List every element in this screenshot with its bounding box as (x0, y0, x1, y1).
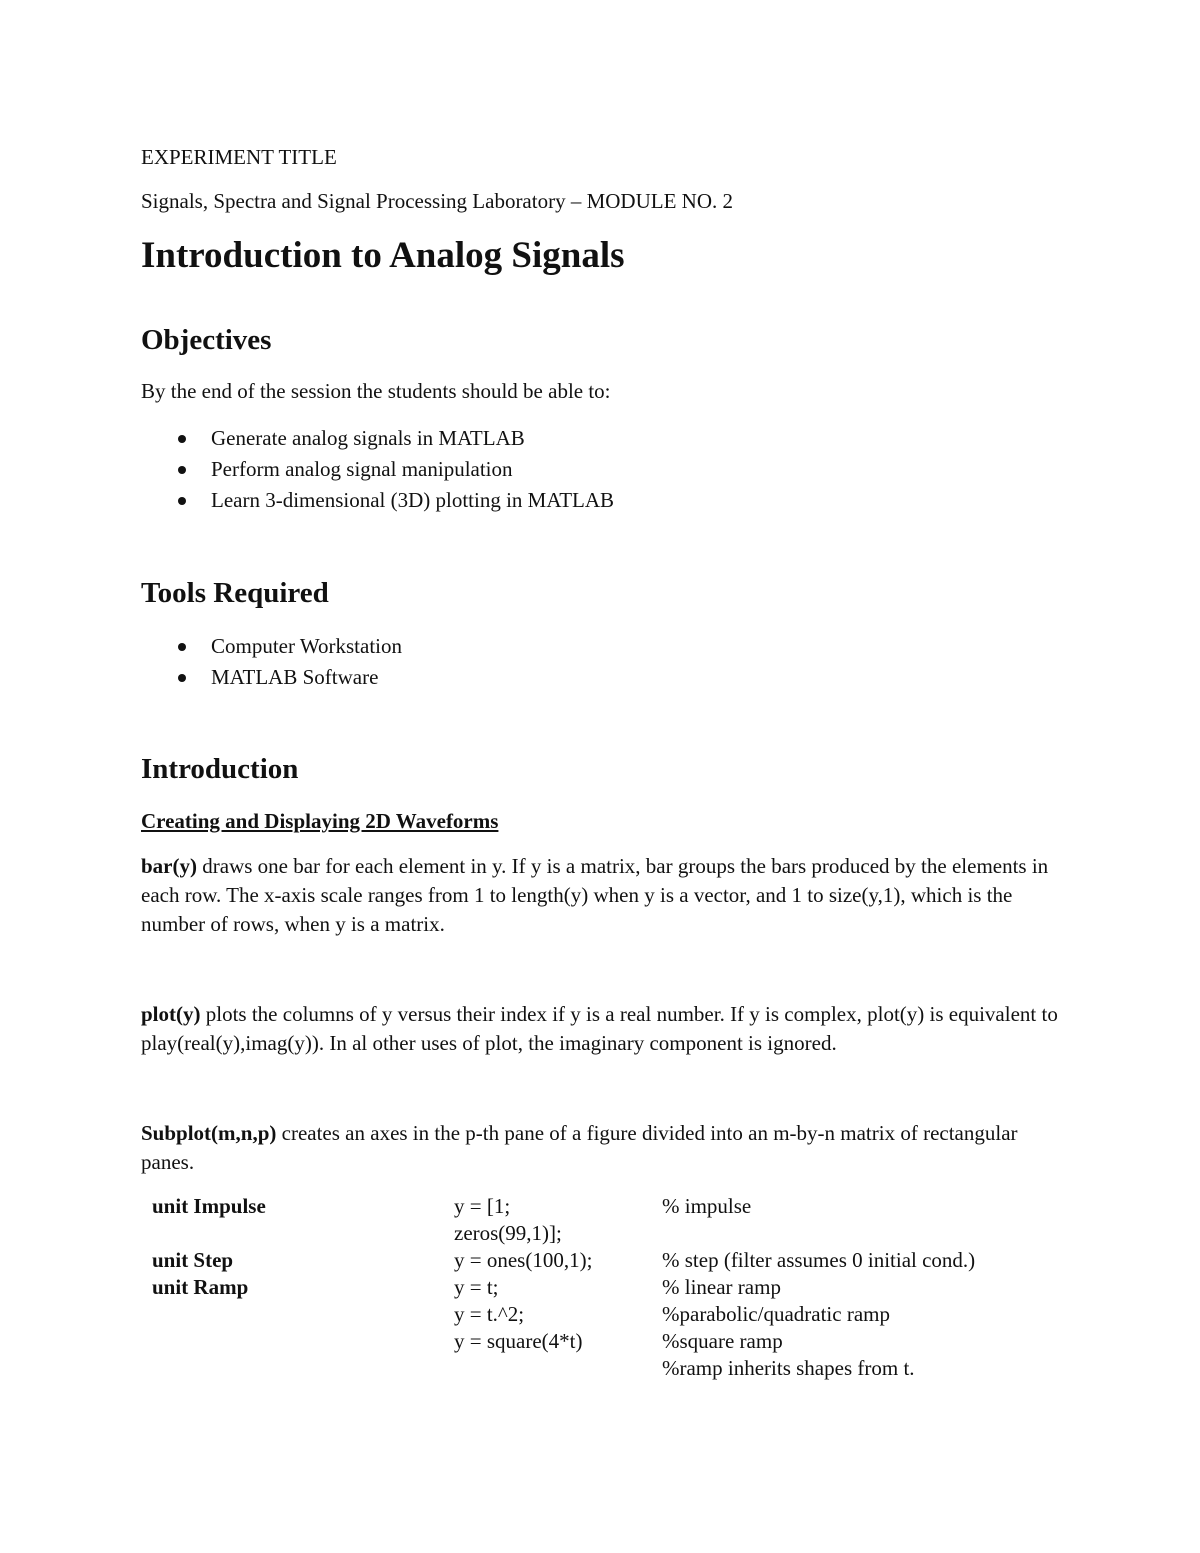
signal-code: y = ones(100,1); (454, 1248, 593, 1272)
plot-description: plots the columns of y versus their index if y is a real number. If y is complex, plot(y) is equivalent to play(real(y),imag(y)). In al other uses of plot, the imaginary component is ignored. (141, 1002, 1058, 1055)
bar-paragraph (141, 852, 1061, 939)
signal-code: zeros(99,1)]; (454, 1221, 562, 1245)
tool-text: Computer Workstation (211, 634, 402, 658)
signal-comment: % linear ramp (662, 1275, 781, 1299)
list-item (178, 631, 402, 662)
signal-comment: % step (filter assumes 0 initial cond.) (662, 1248, 976, 1272)
signal-code: y = square(4*t) (454, 1329, 583, 1353)
objective-text: Generate analog signals in MATLAB (211, 426, 525, 450)
objective-text: Perform analog signal manipulation (211, 457, 513, 481)
signal-comment: %ramp inherits shapes from t. (662, 1356, 915, 1380)
objective-text: Learn 3-dimensional (3D) plotting in MATLAB (211, 488, 615, 512)
tools-list (178, 631, 402, 693)
plot-term: plot(y) (141, 1002, 201, 1026)
tools-heading: Tools Required (141, 577, 329, 609)
bar-term: bar(y) (141, 854, 197, 878)
tool-text: MATLAB Software (211, 665, 379, 689)
experiment-title-label: EXPERIMENT TITLE (141, 145, 337, 169)
signal-code: y = t.^2; (454, 1302, 525, 1326)
signal-name: unit Ramp (152, 1275, 249, 1299)
signal-comment: %square ramp (662, 1329, 783, 1353)
signal-name: unit Step (152, 1248, 234, 1272)
waveforms-subheading: Creating and Displaying 2D Waveforms (141, 809, 499, 833)
page-title: Introduction to Analog Signals (141, 235, 625, 276)
introduction-heading: Introduction (141, 753, 299, 785)
signal-name: unit Impulse (152, 1194, 266, 1218)
list-item (178, 423, 614, 454)
signal-comment: %parabolic/quadratic ramp (662, 1302, 890, 1326)
signal-comment: % impulse (662, 1194, 752, 1218)
objectives-list (178, 423, 614, 516)
subplot-paragraph (141, 1119, 1061, 1177)
bullet-icon (178, 497, 186, 505)
signal-code: y = [1; (454, 1194, 511, 1218)
bar-description: draws one bar for each element in y. If y is a matrix, bar groups the bars produced by the elements in each row. The x-axis scale ranges from 1 to length(y) when y is a vector, and 1 to size(y,1), which is the number of rows, when y is a matrix. (141, 854, 1049, 936)
list-item (178, 485, 614, 516)
course-line: Signals, Spectra and Signal Processing Laboratory – MODULE NO. 2 (141, 189, 733, 213)
list-item (178, 662, 402, 693)
subplot-description: creates an axes in the p-th pane of a figure divided into an m-by-n matrix of rectangular panes. (141, 1121, 1018, 1174)
bullet-icon (178, 674, 186, 682)
subplot-term: Subplot(m,n,p) (141, 1121, 277, 1145)
bullet-icon (178, 466, 186, 474)
list-item (178, 454, 614, 485)
signal-code: y = t; (454, 1275, 499, 1299)
objectives-heading: Objectives (141, 324, 272, 356)
bullet-icon (178, 435, 186, 443)
bullet-icon (178, 643, 186, 651)
objectives-intro: By the end of the session the students should be able to: (141, 379, 611, 403)
plot-paragraph (141, 1000, 1061, 1058)
